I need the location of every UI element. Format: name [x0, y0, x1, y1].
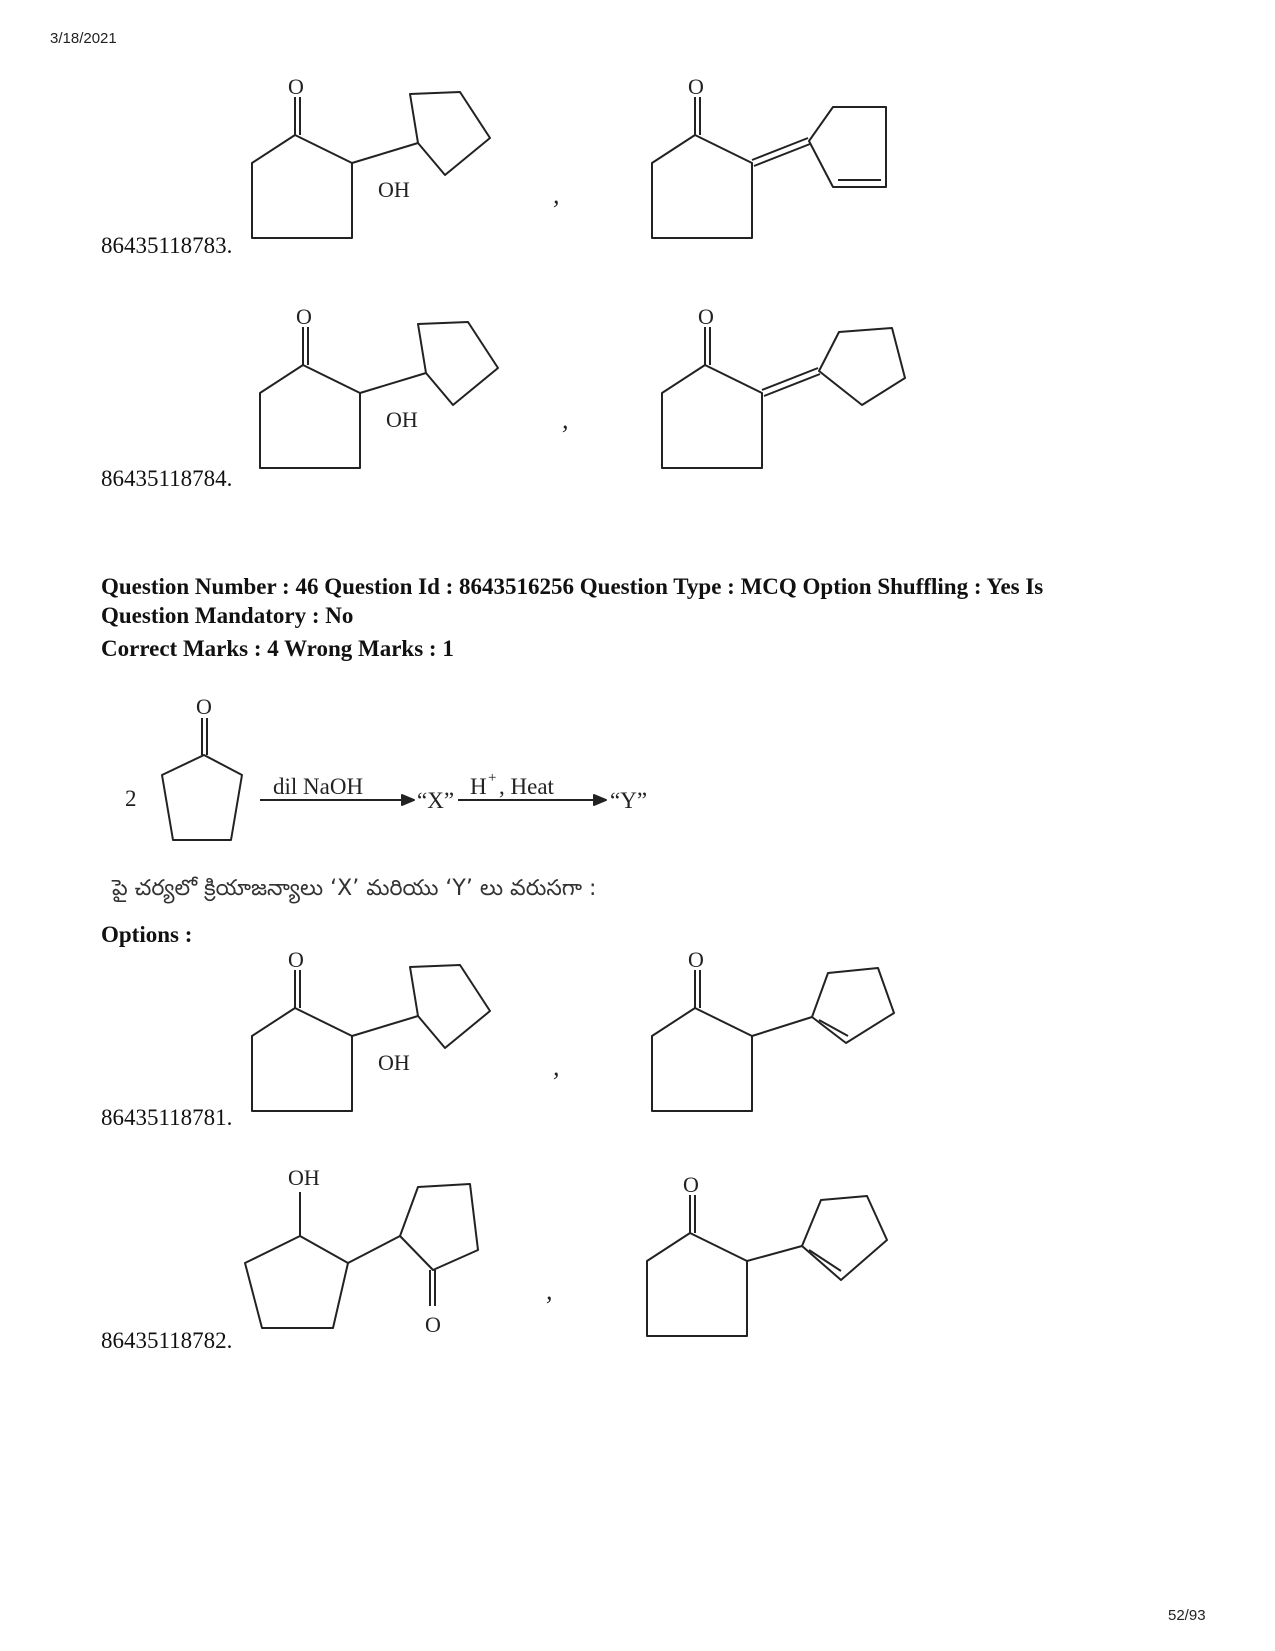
- svg-text:O: O: [288, 947, 304, 972]
- page-number: 52/93: [1168, 1607, 1206, 1624]
- option-4-structure-x: [258, 300, 528, 475]
- question-header: [101, 572, 1221, 663]
- option-2-structure-y: [645, 1168, 915, 1343]
- options-label: Options :: [101, 922, 193, 947]
- option-3-separator: ,: [553, 180, 560, 209]
- cyclopentanone-ring: [162, 755, 242, 840]
- svg-text:O: O: [425, 1312, 441, 1337]
- reagent-1: dil NaOH: [273, 774, 364, 799]
- svg-text:, Heat: , Heat: [499, 774, 554, 799]
- option-4-structure-y: [660, 300, 930, 475]
- option-2-separator: ,: [546, 1276, 553, 1305]
- svg-text:OH: OH: [288, 1165, 320, 1190]
- option-1-separator: ,: [553, 1052, 560, 1081]
- svg-text:OH: OH: [378, 177, 410, 202]
- product-x: “X”: [417, 788, 455, 813]
- question-meta-line-1: Question Number : 46 Question Id : 8643516256 Question Type : MCQ Option Shuffling : Yes Is: [101, 574, 1044, 599]
- option-3-structure-y: [650, 70, 920, 245]
- svg-text:O: O: [698, 304, 714, 329]
- svg-text:OH: OH: [386, 407, 418, 432]
- svg-text:+: +: [488, 770, 497, 786]
- option-1-structure-x: [250, 943, 520, 1118]
- svg-text:O: O: [688, 74, 704, 99]
- reaction-scheme: [118, 688, 678, 848]
- svg-text:O: O: [288, 74, 304, 99]
- option-2-structure-x: [240, 1160, 520, 1345]
- question-statement: పై చర్యలో క్రియాజన్యాలు ‘X’ మరియు ‘Y’ లు వరుసగా :: [112, 876, 597, 901]
- question-marks: Correct Marks : 4 Wrong Marks : 1: [101, 636, 454, 661]
- option-1-structure-y: [650, 943, 920, 1118]
- svg-text:O: O: [296, 304, 312, 329]
- svg-text:O: O: [196, 694, 212, 719]
- option-3-id: 86435118783.: [101, 233, 233, 258]
- svg-text:OH: OH: [378, 1050, 410, 1075]
- reagent-2: H: [470, 774, 487, 799]
- reaction-coefficient: 2: [125, 786, 137, 811]
- svg-text:O: O: [683, 1172, 699, 1197]
- print-date: 3/18/2021: [50, 30, 117, 47]
- option-4-separator: ,: [562, 405, 569, 434]
- product-y: “Y”: [610, 788, 648, 813]
- option-1-id: 86435118781.: [101, 1105, 233, 1130]
- option-2-id: 86435118782.: [101, 1328, 233, 1353]
- option-4-id: 86435118784.: [101, 466, 233, 491]
- svg-text:O: O: [688, 947, 704, 972]
- option-3-structure-x: [250, 70, 520, 245]
- question-meta-line-2: Question Mandatory : No: [101, 603, 354, 628]
